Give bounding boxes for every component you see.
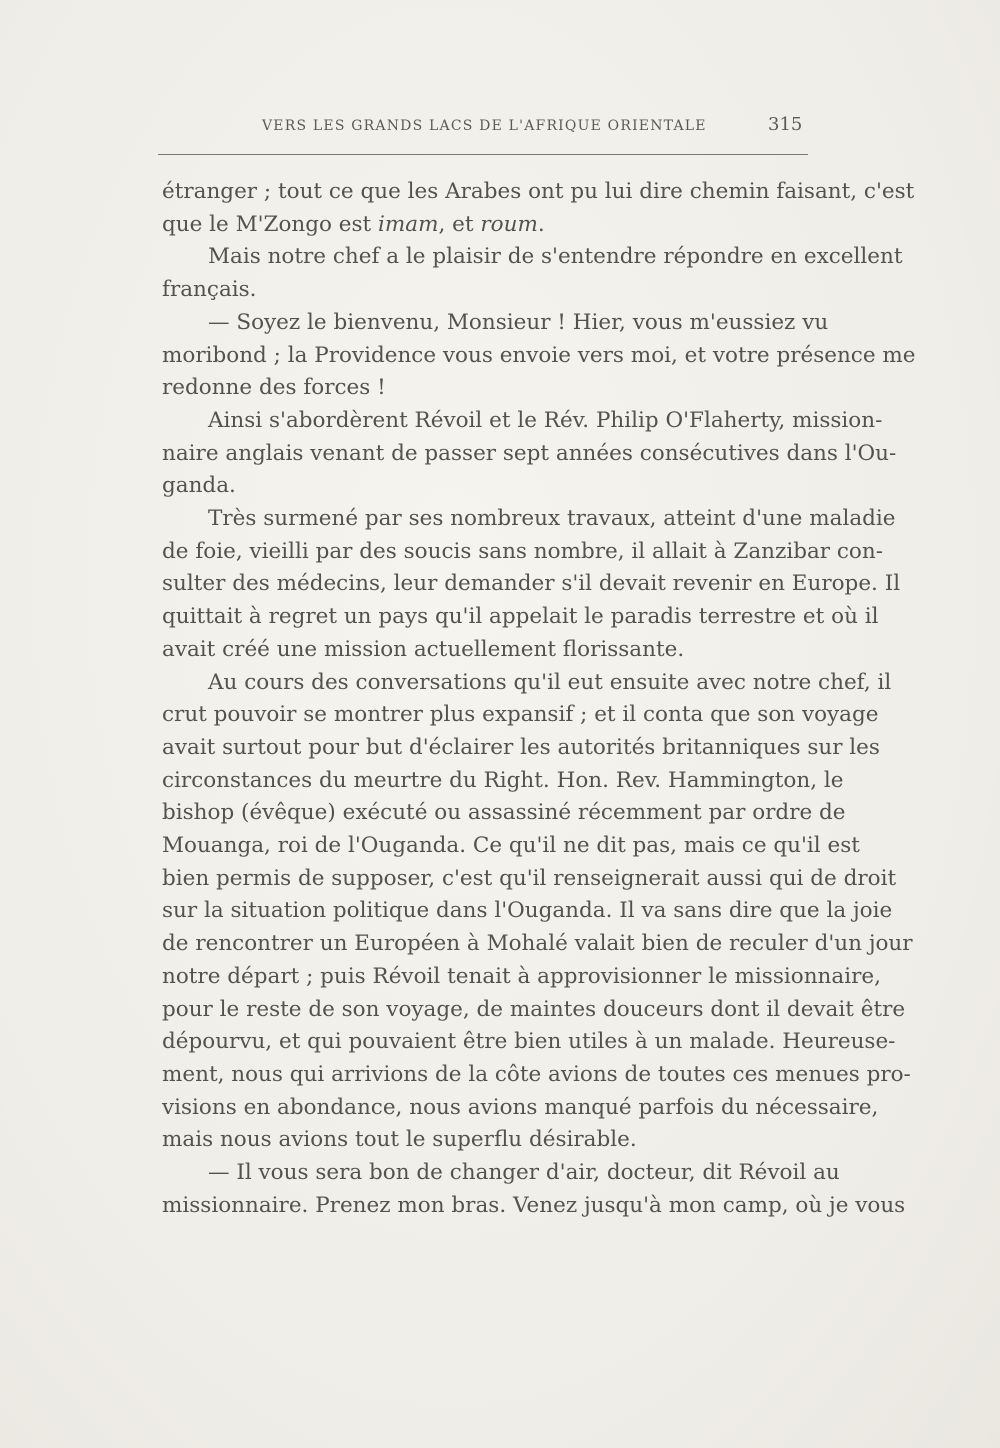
text-line: quittait à regret un pays qu'il appelait le paradis terrestre et où il [162, 604, 879, 630]
text-line: français. [162, 277, 257, 303]
text-line: Mais notre chef a le plaisir de s'entendre répondre en excellent [208, 244, 903, 270]
text-line: avait surtout pour but d'éclairer les autorités britanniques sur les [162, 734, 880, 760]
text-line: missionnaire. Prenez mon bras. Venez jusqu'à mon camp, où je vous [162, 1192, 906, 1218]
text-line: Au cours des conversations qu'il eut ensuite avec notre chef, il [208, 669, 892, 695]
text-line: redonne des forces ! [162, 375, 386, 401]
text-line: moribond ; la Providence vous envoie vers moi, et votre présence me [162, 342, 916, 368]
italic-term: roum [480, 211, 538, 237]
running-head: VERS LES GRANDS LACS DE L'AFRIQUE ORIENTALE [262, 118, 707, 134]
text-line: bien permis de supposer, c'est qu'il renseignerait aussi qui de droit [162, 865, 897, 891]
text-line [162, 209, 822, 242]
text-fragment: . [537, 211, 545, 237]
text-fragment: , et [438, 211, 481, 237]
text-line: ganda. [162, 473, 236, 499]
text-line: — Il vous sera bon de changer d'air, docteur, dit Révoil au [208, 1160, 840, 1186]
text-line: sur la situation politique dans l'Ouganda. Il va sans dire que la joie [162, 898, 893, 924]
text-line: étranger ; tout ce que les Arabes ont pu lui dire chemin faisant, c'est [162, 179, 915, 204]
text-line: Ainsi s'abordèrent Révoil et le Rév. Philip O'Flaherty, mission- [208, 407, 883, 433]
text-line: avait créé une mission actuellement florissante. [162, 636, 685, 662]
text-line: sulter des médecins, leur demander s'il devait revenir en Europe. Il [162, 571, 901, 597]
page-number: 315 [768, 114, 803, 135]
text-line: visions en abondance, nous avions manqué parfois du nécessaire, [162, 1094, 879, 1120]
text-line: circonstances du meurtre du Right. Hon. Rev. Hammington, le [162, 767, 844, 793]
text-fragment: que le M'Zongo est [162, 211, 379, 237]
text-line: ment, nous qui arrivions de la côte avions de toutes ces menues pro- [162, 1061, 911, 1087]
text-line: de foie, vieilli par des soucis sans nombre, il allait à Zanzibar con- [162, 538, 883, 564]
text-line: notre départ ; puis Révoil tenait à approvisionner le missionnaire, [162, 963, 881, 989]
text-line: dépourvu, et qui pouvaient être bien utiles à un malade. Heureuse- [162, 1029, 896, 1055]
text-line: crut pouvoir se montrer plus expansif ; et il conta que son voyage [162, 702, 879, 728]
italic-term: imam [378, 211, 439, 237]
header-rule [158, 154, 808, 155]
body-text [162, 176, 916, 1223]
text-line: de rencontrer un Européen à Mohalé valait bien de reculer d'un jour [162, 931, 913, 957]
text-line: Très surmené par ses nombreux travaux, atteint d'une maladie [208, 506, 896, 532]
text-line: bishop (évêque) exécuté ou assassiné récemment par ordre de [162, 800, 846, 826]
text-line: pour le reste de son voyage, de maintes douceurs dont il devait être [162, 996, 906, 1022]
text-line: — Soyez le bienvenu, Monsieur ! Hier, vous m'eussiez vu [208, 309, 829, 335]
text-line: mais nous avions tout le superflu désirable. [162, 1127, 637, 1153]
text-line: Mouanga, roi de l'Ouganda. Ce qu'il ne dit pas, mais ce qu'il est [162, 833, 860, 859]
text-line: naire anglais venant de passer sept années consécutives dans l'Ou- [162, 440, 897, 466]
